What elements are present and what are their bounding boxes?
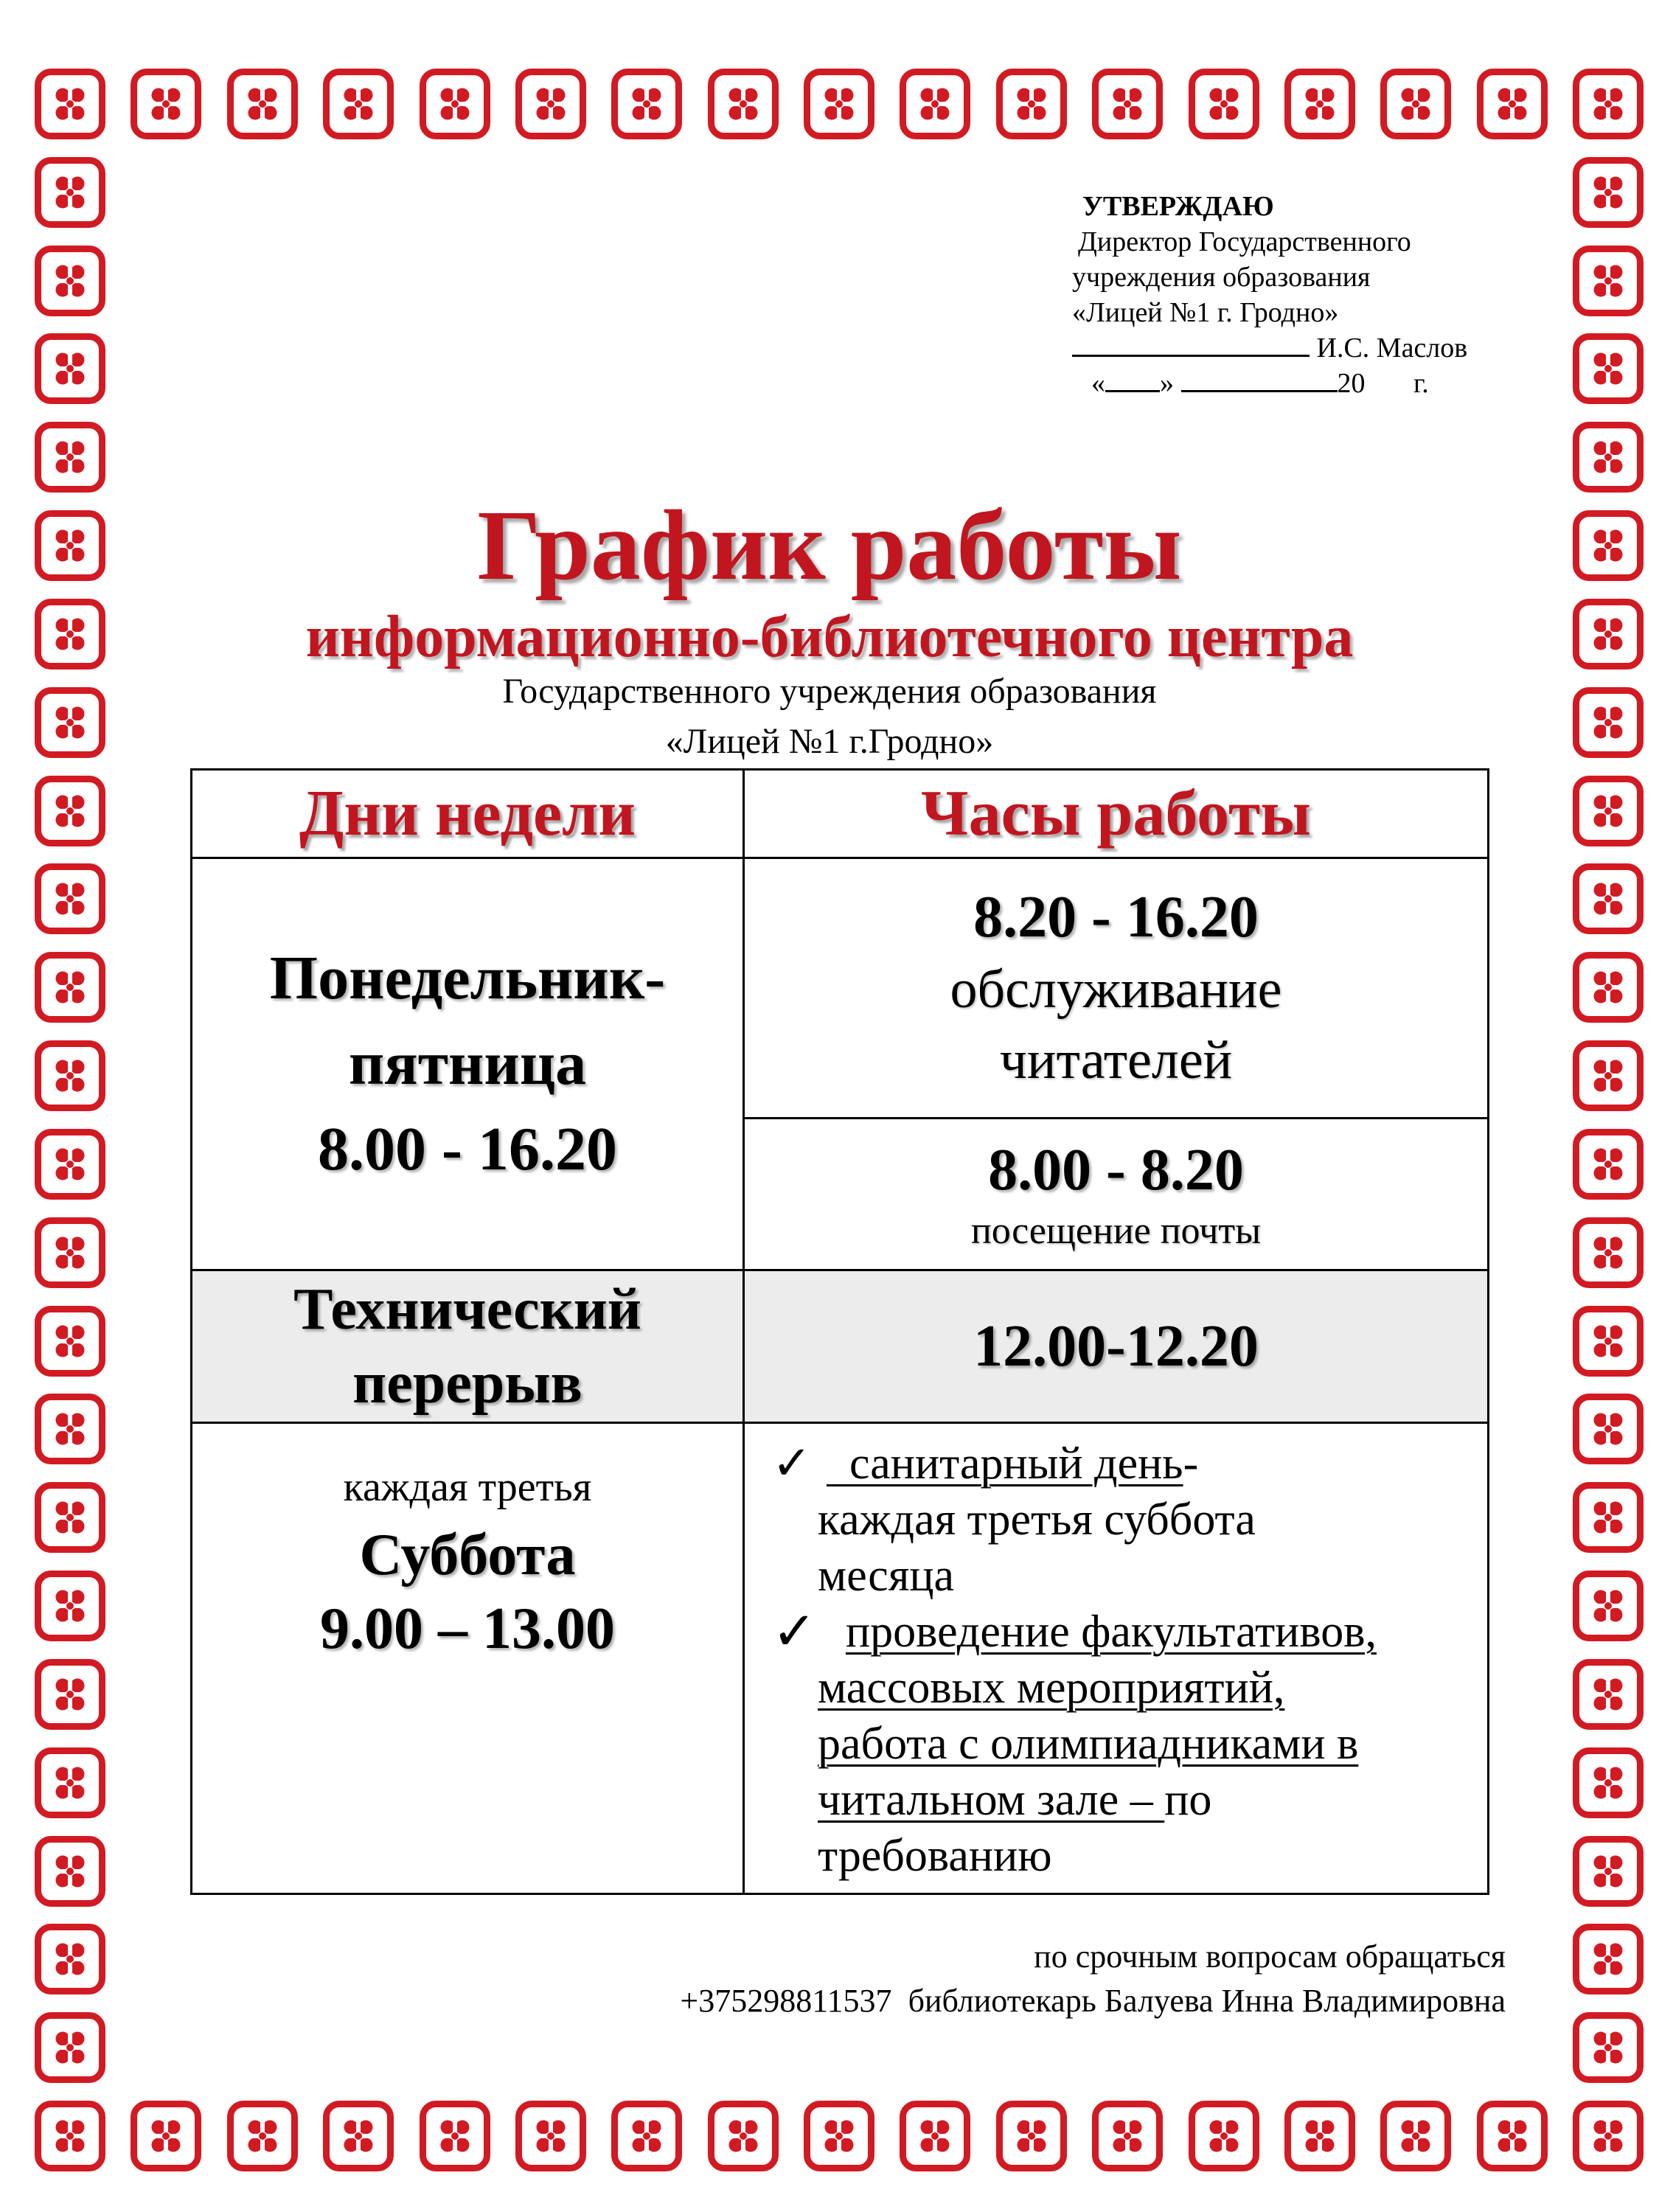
border-tile (227, 69, 298, 139)
four-petal-flower-icon (435, 84, 475, 124)
duty-2-line-3: работа с олимпиадниками в (818, 1719, 1359, 1769)
saturday-prefix: каждая третья (343, 1464, 592, 1510)
four-petal-flower-icon (1396, 2116, 1436, 2156)
four-petal-flower-icon (50, 1321, 90, 1361)
four-petal-flower-icon (1396, 84, 1436, 124)
four-petal-flower-icon (1588, 1939, 1628, 1979)
date-year-suffix: г. (1413, 368, 1429, 399)
institution-line-1: Государственного учреждения образования (502, 672, 1157, 711)
four-petal-flower-icon (50, 967, 90, 1007)
four-petal-flower-icon (146, 2116, 186, 2156)
border-tile (515, 69, 586, 139)
border-tile (227, 2101, 298, 2171)
four-petal-flower-icon (1107, 2116, 1147, 2156)
break-label-line-1: Технический (293, 1277, 641, 1342)
duty-1-line-3: месяца (818, 1551, 955, 1601)
service-cell (745, 859, 1487, 1117)
border-tile (1573, 1836, 1644, 1907)
four-petal-flower-icon (1588, 1056, 1628, 1096)
border-tile (1284, 2101, 1355, 2171)
four-petal-flower-icon (50, 2116, 90, 2156)
border-tile (35, 422, 105, 493)
four-petal-flower-icon (723, 2116, 763, 2156)
four-petal-flower-icon (1012, 2116, 1051, 2156)
four-petal-flower-icon (50, 1851, 90, 1891)
duty-2-line-5: требованию (818, 1831, 1052, 1881)
four-petal-flower-icon (50, 1674, 90, 1714)
four-petal-flower-icon (50, 1233, 90, 1273)
header-days: Дни недели (299, 777, 636, 849)
border-tile (996, 69, 1067, 139)
date-close-quote: » (1160, 368, 1174, 399)
contact-info (680, 1935, 1506, 2023)
border-tile (35, 952, 105, 1023)
four-petal-flower-icon (50, 1586, 90, 1626)
border-tile (35, 1040, 105, 1111)
weekdays-days-line-2: пятница (348, 1029, 587, 1098)
service-label-line-1: обслуживание (950, 959, 1282, 1020)
border-tile (1573, 422, 1644, 493)
break-label-cell (192, 1271, 742, 1422)
weekdays-cell (192, 859, 742, 1269)
mail-time: 8.00 - 8.20 (988, 1137, 1244, 1203)
border-tile (1573, 1659, 1644, 1730)
border-tile (35, 1394, 105, 1464)
signature-blank (1072, 333, 1310, 357)
four-petal-flower-icon (1588, 173, 1628, 212)
four-petal-flower-icon (627, 84, 667, 124)
border-tile (1573, 952, 1644, 1023)
four-petal-flower-icon (1588, 1409, 1628, 1449)
border-tile (1573, 1747, 1644, 1818)
border-tile (1573, 2101, 1644, 2171)
four-petal-flower-icon (50, 1056, 90, 1096)
four-petal-flower-icon (50, 791, 90, 831)
border-tile (35, 157, 105, 228)
four-petal-flower-icon (1588, 261, 1628, 301)
approval-stamp (1072, 189, 1529, 401)
four-petal-flower-icon (50, 1763, 90, 1803)
border-tile (35, 1571, 105, 1641)
border-tile (35, 246, 105, 316)
weekdays-hours: 8.00 - 16.20 (318, 1115, 617, 1183)
four-petal-flower-icon (627, 2116, 667, 2156)
border-tile (35, 69, 105, 139)
four-petal-flower-icon (531, 2116, 571, 2156)
four-petal-flower-icon (819, 84, 859, 124)
four-petal-flower-icon (1588, 879, 1628, 919)
border-tile (131, 2101, 201, 2171)
page-subtitle: информационно-библиотечного центра (305, 605, 1354, 669)
border-tile (35, 2012, 105, 2083)
four-petal-flower-icon (915, 84, 955, 124)
approval-line-3: «Лицей №1 г. Гродно» (1072, 297, 1339, 328)
border-tile (35, 1306, 105, 1377)
border-tile (900, 69, 970, 139)
border-tile (35, 2101, 105, 2171)
duty-2-line-4-rest: по (1164, 1775, 1212, 1825)
border-tile (35, 1747, 105, 1818)
border-tile (804, 69, 874, 139)
four-petal-flower-icon (338, 84, 378, 124)
four-petal-flower-icon (1588, 791, 1628, 831)
weekdays-days-line-1: Понедельник- (269, 944, 666, 1012)
approval-signer: И.С. Маслов (1316, 333, 1468, 364)
four-petal-flower-icon (1588, 349, 1628, 389)
border-tile (1573, 157, 1644, 228)
four-petal-flower-icon (50, 173, 90, 212)
duty-sanitary-day (772, 1436, 1458, 1604)
border-tile (708, 69, 779, 139)
four-petal-flower-icon (50, 84, 90, 124)
mail-label: посещение почты (970, 1209, 1262, 1252)
four-petal-flower-icon (50, 1144, 90, 1184)
border-tile (1189, 69, 1259, 139)
saturday-cell (192, 1424, 742, 1698)
four-petal-flower-icon (1588, 1233, 1628, 1273)
four-petal-flower-icon (1588, 1763, 1628, 1803)
border-tile (1189, 2101, 1259, 2171)
service-label-line-2: читателей (999, 1030, 1233, 1091)
date-open-quote: « (1091, 368, 1105, 399)
four-petal-flower-icon (50, 1939, 90, 1979)
checkmark-icon: ✓ (772, 1437, 812, 1489)
border-tile (804, 2101, 874, 2171)
break-time-cell (745, 1271, 1487, 1422)
border-tile (35, 776, 105, 846)
four-petal-flower-icon (1588, 1586, 1628, 1626)
contact-line-1: по срочным вопросам обращаться (1034, 1938, 1506, 1975)
date-month-blank (1181, 368, 1338, 392)
four-petal-flower-icon (1588, 967, 1628, 1007)
four-petal-flower-icon (1492, 2116, 1532, 2156)
border-tile (611, 2101, 682, 2171)
border-tile (1284, 69, 1355, 139)
contact-person: библиотекарь Балуева Инна Владимировна (908, 1983, 1506, 2019)
break-label-line-2: перерыв (352, 1351, 582, 1416)
duty-2-line-1: проведение факультативов, (846, 1607, 1377, 1657)
border-tile (35, 1836, 105, 1907)
border-tile (35, 333, 105, 404)
four-petal-flower-icon (435, 2116, 475, 2156)
date-year: 20 (1337, 368, 1366, 399)
four-petal-flower-icon (1588, 1498, 1628, 1537)
four-petal-flower-icon (1300, 84, 1340, 124)
approval-heading: УТВЕРЖДАЮ (1082, 191, 1274, 222)
border-tile (1573, 1040, 1644, 1111)
border-tile (35, 1924, 105, 1994)
border-tile (1092, 2101, 1163, 2171)
checkmark-icon: ✓ (772, 1602, 817, 1661)
border-tile (420, 2101, 490, 2171)
four-petal-flower-icon (1588, 2028, 1628, 2067)
border-tile (35, 1482, 105, 1553)
border-tile (708, 2101, 779, 2171)
border-tile (420, 69, 490, 139)
border-tile (1092, 69, 1163, 139)
four-petal-flower-icon (1588, 1851, 1628, 1891)
border-tile (323, 69, 394, 139)
border-tile (35, 1129, 105, 1200)
border-tile (35, 1659, 105, 1730)
four-petal-flower-icon (50, 437, 90, 477)
border-tile (1573, 1924, 1644, 1994)
four-petal-flower-icon (50, 1409, 90, 1449)
four-petal-flower-icon (1588, 84, 1628, 124)
four-petal-flower-icon (1588, 2116, 1628, 2156)
four-petal-flower-icon (1300, 2116, 1340, 2156)
break-time: 12.00-12.20 (973, 1314, 1259, 1379)
header-days-cell (192, 771, 742, 857)
service-time: 8.20 - 16.20 (973, 885, 1259, 950)
border-tile (1477, 69, 1548, 139)
saturday-day: Суббота (359, 1523, 576, 1587)
duty-1-line-2: каждая третья суббота (818, 1495, 1256, 1545)
four-petal-flower-icon (531, 84, 571, 124)
duty-1-title: санитарный день (827, 1439, 1183, 1489)
border-tile (1380, 2101, 1451, 2171)
four-petal-flower-icon (1107, 84, 1147, 124)
border-tile (1380, 69, 1451, 139)
border-tile (131, 69, 201, 139)
border-tile (996, 2101, 1067, 2171)
border-tile (1573, 1482, 1644, 1553)
border-tile (1573, 333, 1644, 404)
approval-signature-line (1072, 330, 1529, 366)
saturday-hours: 9.00 – 13.00 (320, 1596, 615, 1661)
border-tile (1573, 863, 1644, 934)
border-tile (1573, 1129, 1644, 1200)
header-hours-cell (745, 771, 1487, 857)
duty-events (772, 1604, 1458, 1884)
border-tile (35, 1217, 105, 1288)
border-tile (35, 863, 105, 934)
border-tile (1573, 1217, 1644, 1288)
four-petal-flower-icon (1204, 2116, 1244, 2156)
saturday-duties-list (772, 1436, 1458, 1884)
border-tile (323, 2101, 394, 2171)
four-petal-flower-icon (50, 349, 90, 389)
four-petal-flower-icon (338, 2116, 378, 2156)
approval-line-2: учреждения образования (1072, 262, 1371, 293)
four-petal-flower-icon (50, 261, 90, 301)
approval-date-line (1072, 366, 1529, 401)
border-tile (611, 69, 682, 139)
four-petal-flower-icon (723, 84, 763, 124)
border-tile (515, 2101, 586, 2171)
four-petal-flower-icon (50, 2028, 90, 2067)
duty-2-line-2: массовых мероприятий, (818, 1663, 1285, 1713)
border-tile (1573, 69, 1644, 139)
contact-line-2 (680, 1979, 1506, 2023)
border-tile (1573, 1571, 1644, 1641)
four-petal-flower-icon (146, 84, 186, 124)
four-petal-flower-icon (819, 2116, 859, 2156)
border-tile (1573, 2012, 1644, 2083)
border-tile (1573, 246, 1644, 316)
schedule-table (190, 768, 1489, 1895)
four-petal-flower-icon (1492, 84, 1532, 124)
four-petal-flower-icon (1204, 84, 1244, 124)
border-tile (1573, 1306, 1644, 1377)
four-petal-flower-icon (1012, 84, 1051, 124)
duty-2-line-4-underlined: читальном зале – (818, 1775, 1165, 1825)
date-day-blank (1105, 368, 1160, 392)
four-petal-flower-icon (1588, 1144, 1628, 1184)
institution-line-2: «Лицей №1 г.Гродно» (665, 722, 994, 761)
four-petal-flower-icon (50, 879, 90, 919)
four-petal-flower-icon (243, 84, 282, 124)
header-hours: Часы работы (921, 777, 1311, 849)
page-title: График работы (477, 490, 1182, 601)
four-petal-flower-icon (1588, 1674, 1628, 1714)
contact-phone: +375298811537 (680, 1983, 892, 2019)
border-tile (900, 2101, 970, 2171)
four-petal-flower-icon (915, 2116, 955, 2156)
four-petal-flower-icon (50, 1498, 90, 1537)
mail-cell (745, 1119, 1487, 1269)
approval-line-1: Директор Государственного (1078, 226, 1411, 257)
duty-1-dash: - (1183, 1439, 1199, 1489)
border-tile (1477, 2101, 1548, 2171)
border-tile (1573, 776, 1644, 846)
four-petal-flower-icon (243, 2116, 282, 2156)
border-tile (1573, 1394, 1644, 1464)
four-petal-flower-icon (1588, 1321, 1628, 1361)
four-petal-flower-icon (1588, 437, 1628, 477)
